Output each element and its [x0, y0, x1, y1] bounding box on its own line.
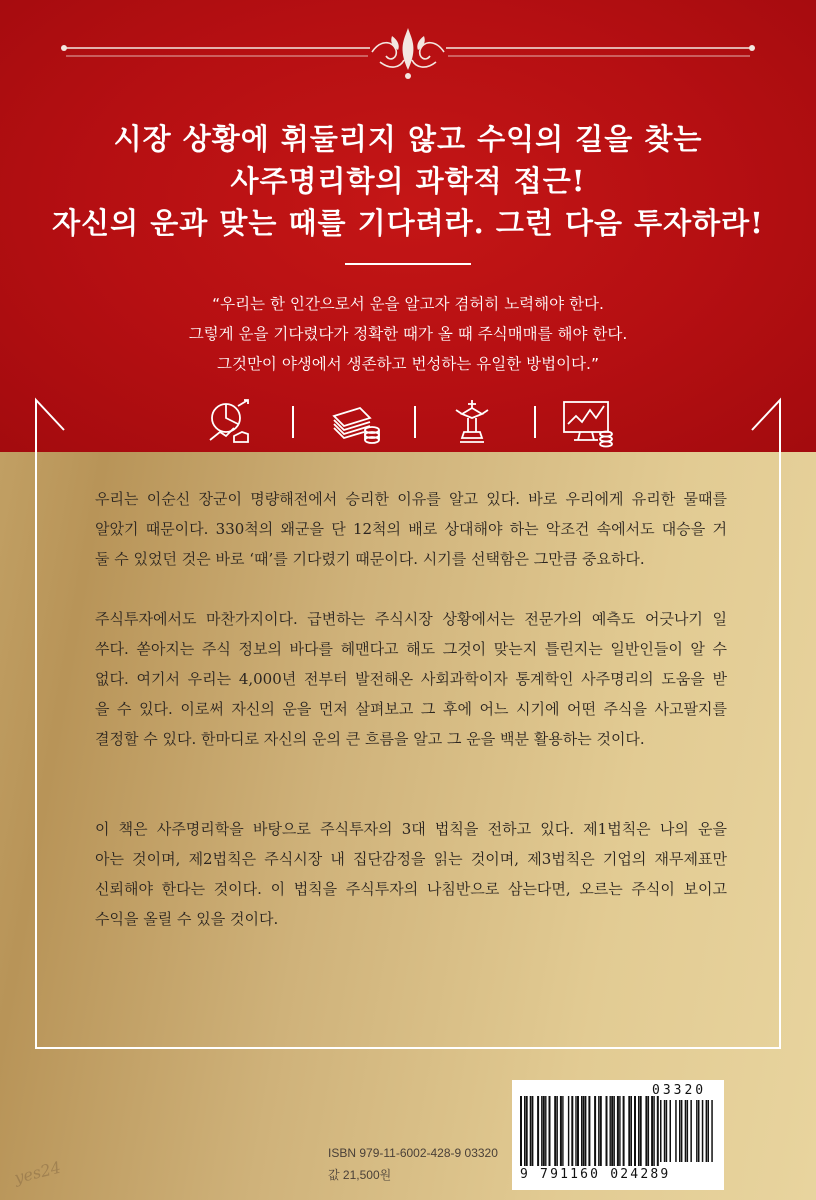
barcode-bar: [681, 1100, 683, 1162]
barcode-bar: [543, 1096, 545, 1166]
barcode-bar: [675, 1100, 677, 1162]
barcode-bar: [588, 1096, 590, 1166]
barcode-bar: [628, 1096, 630, 1166]
paragraph-line: 아는 것이며, 제2법칙은 주식시장 내 집단감정을 읽는 것이며, 제3법칙은 기업의 재무제표만: [95, 850, 727, 868]
barcode-bar: [530, 1096, 531, 1166]
paragraph-line: 우리는 이순신 장군이 명량해전에서 승리한 이유를 알고 있다. 바로 우리에게 유리한 물때를: [95, 490, 727, 508]
barcode-bar: [623, 1096, 625, 1166]
barcode-bar: [562, 1096, 563, 1166]
icon-separator: [292, 406, 294, 438]
paragraph-line: 결정할 수 있다. 한마디로 자신의 운의 큰 흐름을 알고 그 운을 백분 활용하는 것이다.: [95, 730, 645, 748]
quote-line-2: 그렇게 운을 기다렸다가 정확한 때가 올 때 주식매매를 해야 한다.: [188, 325, 628, 343]
barcode-bar: [657, 1096, 659, 1166]
barcode-bar: [545, 1096, 546, 1166]
barcode-bar: [583, 1096, 585, 1166]
headline-divider: [345, 263, 471, 265]
barcode-bar: [685, 1100, 687, 1162]
barcode-bar: [554, 1096, 556, 1166]
money-coins-icon: [330, 396, 382, 448]
paragraph-line: 쑤다. 쏟아지는 주식 정보의 바다를 헤맨다고 해도 그것이 맞는지 틀린지는 일반인들이 알 수: [95, 640, 727, 658]
paragraph-line: 신뢰해야 한다는 것이다. 이 법칙을 주식투자의 나침반으로 삼는다면, 오르는 주식이 보이고: [95, 880, 727, 898]
barcode-bar: [687, 1100, 689, 1162]
barcode-bar: [706, 1100, 708, 1162]
barcode-number: 9 791160 024289: [520, 1167, 671, 1182]
paragraph-line: 없다. 여기서 우리는 4,000년 전부터 발전해온 사회과학이자 통계학인 사주명리의 도움을 받: [95, 670, 727, 688]
paragraph-line: 수익을 올릴 수 있을 것이다.: [95, 910, 279, 928]
barcode-bar: [648, 1096, 649, 1166]
barcode-bar: [634, 1096, 636, 1166]
monitor-chart-icon: [562, 396, 614, 448]
barcode-bar: [575, 1096, 576, 1166]
barcode-bar: [666, 1100, 668, 1162]
icon-separator: [414, 406, 416, 438]
barcode-bar: [660, 1100, 662, 1162]
paragraph-line: 을 수 있다. 이로써 자신의 운을 먼저 살펴보고 그 후에 어느 시기에 어떤 주식을 사고팔지를: [95, 700, 727, 718]
price-text: 값 21,500원: [328, 1168, 392, 1182]
barcode-bar: [581, 1096, 582, 1166]
ornament-icon: [0, 0, 816, 100]
barcode-bar: [670, 1100, 672, 1162]
barcode-bar: [557, 1096, 558, 1166]
barcode-bar: [598, 1096, 599, 1166]
barcode-bar: [520, 1096, 522, 1166]
barcode-bar: [617, 1096, 619, 1166]
barcode-bar: [585, 1096, 586, 1166]
barcode-bar: [537, 1096, 539, 1166]
quote-line-3: 그것만이 야생에서 생존하고 번성하는 유일한 방법이다.”: [217, 355, 599, 373]
headline-line-2: 사주명리학의 과학적 접근!: [230, 164, 586, 198]
barcode-bar: [619, 1096, 620, 1166]
barcode-bar: [679, 1100, 681, 1162]
barcode-bar: [702, 1100, 704, 1162]
headline-line-1: 시장 상황에 휘둘리지 않고 수익의 길을 찾는: [113, 122, 703, 156]
paragraph-3: [95, 814, 727, 934]
barcode-bar: [610, 1096, 611, 1166]
chess-piece-icon: [446, 396, 498, 448]
paragraph-2: [95, 604, 727, 754]
paragraph-line: 주식투자에서도 마찬가지이다. 급변하는 주식시장 상황에서는 전문가의 예측도 어긋나기 일: [95, 610, 727, 628]
paragraph-line: 이 책은 사주명리학을 바탕으로 주식투자의 3대 법칙을 전하고 있다. 제1법칙은 나의 운을: [95, 820, 727, 838]
barcode-bar: [698, 1100, 700, 1162]
barcode-bar: [651, 1096, 653, 1166]
barcode-bar: [560, 1096, 562, 1166]
barcode-bar: [696, 1100, 698, 1162]
barcode-bar: [571, 1096, 573, 1166]
barcode-bar: [690, 1100, 692, 1162]
paragraph-line: 알았기 때문이다. 330척의 왜군을 단 12척의 배로 상대해야 하는 악조건 속에서도 대승을 거: [95, 520, 727, 538]
paragraph-1: [95, 484, 727, 574]
barcode-bar: [611, 1096, 613, 1166]
barcode-bar: [653, 1096, 654, 1166]
barcode-addon-number: 03320: [652, 1083, 707, 1098]
barcode-bar: [606, 1096, 608, 1166]
barcode-bar: [600, 1096, 602, 1166]
icon-separator: [534, 406, 536, 438]
barcode-bar: [594, 1096, 596, 1166]
barcode-bar: [640, 1096, 642, 1166]
barcode-bar: [614, 1096, 615, 1166]
barcode-bar: [645, 1096, 647, 1166]
quote-line-1: “우리는 한 인간으로서 운을 알고자 겸허히 노력해야 한다.: [212, 295, 604, 313]
barcode-bar: [711, 1100, 713, 1162]
chart-hand-icon: [204, 396, 256, 448]
barcode-bar: [638, 1096, 639, 1166]
headline-line-3: 자신의 운과 맞는 때를 기다려라. 그런 다음 투자하라!: [52, 206, 764, 240]
paragraph-line: 둘 수 있었던 것은 바로 ‘때’를 기다렸기 때문이다. 시기를 선택함은 그만큼 중요하다.: [95, 550, 645, 568]
barcode-bar: [524, 1096, 525, 1166]
barcode-bar: [631, 1096, 632, 1166]
barcode-bar: [568, 1096, 569, 1166]
barcode-bar: [577, 1096, 579, 1166]
barcode-bar: [708, 1100, 710, 1162]
watermark: yes24: [12, 1157, 63, 1188]
barcode-bar: [664, 1100, 666, 1162]
isbn-text: ISBN 979-11-6002-428-9 03320: [328, 1146, 498, 1160]
barcode-bar: [531, 1096, 533, 1166]
barcode-bar: [549, 1096, 551, 1166]
barcode-bar: [541, 1096, 542, 1166]
barcode-bar: [526, 1096, 528, 1166]
